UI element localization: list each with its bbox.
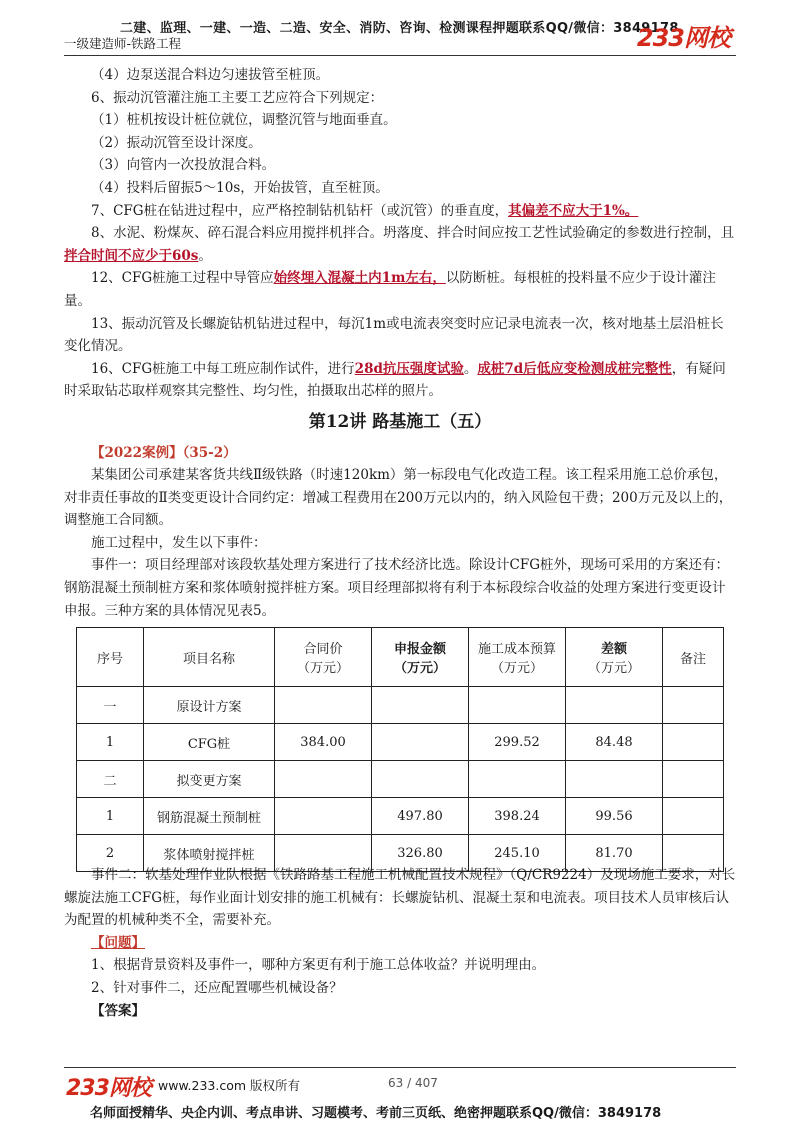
question-tag: 【问题】: [91, 934, 145, 951]
cost-table: [76, 627, 724, 872]
paragraph: （4）边泵送混合料边匀速拔管至桩顶。: [91, 67, 330, 83]
table-cell: 浆体喷射搅拌桩: [144, 835, 275, 872]
table-cell: [275, 761, 372, 798]
table-row: [77, 724, 724, 761]
paragraph: （1）桩机按设计桩位就位，调整沉管与地面垂直。: [91, 112, 397, 129]
table-cell: [663, 798, 724, 835]
table-cell: 一: [77, 687, 144, 724]
case-tag: 【2022案例】（35-2）: [91, 444, 237, 461]
paragraph: 施工过程中，发生以下事件：: [91, 534, 267, 551]
table-cell: 钢筋混凝土预制桩: [144, 798, 275, 835]
table-cell: 拟变更方案: [144, 761, 275, 798]
paragraph: 1、根据背景资料及事件一，哪种方案更有利于施工总体收益？并说明理由。: [91, 957, 546, 974]
col-header: 申报金额 （万元）: [372, 628, 469, 687]
table-cell: 326.80: [372, 835, 469, 872]
paragraph: （2）振动沉管至设计深度。: [91, 134, 262, 151]
table-cell: [372, 761, 469, 798]
table-cell: 384.00: [275, 724, 372, 761]
table-cell: [566, 687, 663, 724]
table-cell: [372, 724, 469, 761]
page-number: 63 / 407: [388, 1076, 438, 1090]
table-cell: [275, 798, 372, 835]
paragraph: 12、CFG桩施工过程中导管应始终埋入混凝土内1m左右，以防断桩。每根桩的投料量不应少于设计灌注量。: [64, 270, 716, 309]
col-header: 项目名称: [144, 628, 275, 687]
paragraph: 事件一：项目经理部对该段软基处理方案进行了技术经济比选。除设计CFG桩外，现场可采用的方案还有：钢筋混凝土预制桩方案和浆体喷射搅拌桩方案。项目经理部拟将有利于本标段综合收益的处理方案进行变更设计申报。三种方案的具体情况见表5。: [64, 557, 729, 619]
col-header: 施工成本预算 （万元）: [469, 628, 566, 687]
table-cell: CFG桩: [144, 724, 275, 761]
footer-divider: [64, 1067, 736, 1068]
table-cell: [469, 761, 566, 798]
header-ad: 二建、监理、一建、一造、二造、安全、消防、咨询、检测课程押题联系QQ/微信：3849178: [120, 21, 679, 36]
paragraph: 13、振动沉管及长螺旋钻机钻进过程中，每沉1m或电流表突变时应记录电流表一次，核对地基土层沿桩长变化情况。: [64, 315, 724, 355]
footer-logo[interactable]: 233网校: [66, 1076, 151, 1101]
table-cell: [663, 724, 724, 761]
header-subtitle: 一级建造师-铁路工程: [64, 36, 182, 51]
col-header: 备注: [663, 628, 724, 687]
paragraph: （3）向管内一次投放混合料。: [91, 157, 276, 174]
header-divider: [64, 55, 736, 56]
paragraph: 事件二：软基处理作业队根据《铁路路基工程施工机械配置技术规程》（Q/CR9224）及现场施工要求，对长螺旋法施工CFG桩，每作业面计划安排的施工机械有：长螺旋钻机、混凝土泵和电流表。项目技术人员审核后认为配置的机械种类不全，需要补充。: [64, 867, 736, 929]
table-row: [77, 687, 724, 724]
paragraph: （4）投料后留振5～10s，开始拔管，直至桩顶。: [91, 179, 389, 196]
table-cell: 2: [77, 835, 144, 872]
footer-ad: 名师面授精华、央企内训、考点串讲、习题模考、考前三页纸、绝密押题联系QQ/微信：3849178: [90, 1106, 662, 1121]
table-row: [77, 798, 724, 835]
highlight: 始终埋入混凝土内1m左右，: [273, 270, 446, 287]
table-cell: 81.70: [566, 835, 663, 872]
table-cell: [663, 687, 724, 724]
footer-site[interactable]: www.233.com 版权所有: [158, 1078, 300, 1093]
document-body-lower: [64, 864, 736, 1022]
table-cell: 原设计方案: [144, 687, 275, 724]
paragraph: 7、CFG桩在钻进过程中，应严格控制钻机钻杆（或沉管）的垂直度，其偏差不应大于1%。: [91, 202, 639, 219]
table-row: [77, 761, 724, 798]
table-header-row: [77, 628, 724, 687]
table-cell: [275, 687, 372, 724]
highlight: 其偏差不应大于1%。: [508, 202, 639, 219]
paragraph: 某集团公司承建某客货共线Ⅱ级铁路（时速120km）第一标段电气化改造工程。该工程采用施工总价承包，对非责任事故的Ⅱ类变更设计合同约定：增减工程费用在200万元以内的，纳入风险包干费；200万元及以上的，调整施工合同额。: [64, 467, 733, 529]
highlight: 拌合时间不应少于60s: [64, 247, 199, 264]
paragraph: 16、CFG桩施工中每工班应制作试件，进行28d抗压强度试验。成桩7d后低应变检测成桩完整性，有疑问时采取钻芯取样观察其完整性、均匀性，拍摄取出芯样的照片。: [64, 360, 726, 400]
brand-logo[interactable]: 233网校: [636, 24, 730, 52]
answer-tag: 【答案】: [91, 1002, 145, 1019]
paragraph: 6、振动沉管灌注施工主要工艺应符合下列规定：: [91, 89, 384, 106]
table-cell: [372, 687, 469, 724]
table-cell: 1: [77, 798, 144, 835]
lecture-title: 第12讲 路基施工（五）: [308, 411, 492, 432]
table-cell: [566, 761, 663, 798]
table-cell: 497.80: [372, 798, 469, 835]
table-cell: [469, 687, 566, 724]
table-cell: 299.52: [469, 724, 566, 761]
table-cell: 二: [77, 761, 144, 798]
table-cell: 1: [77, 724, 144, 761]
paragraph: 8、水泥、粉煤灰、碎石混合料应用搅拌机拌合。坍落度、拌合时间应按工艺性试验确定的参数进行控制，且拌合时间不应少于60s。: [64, 225, 735, 264]
document-body: [64, 64, 736, 622]
col-header: 合同价 （万元）: [275, 628, 372, 687]
table-cell: [663, 761, 724, 798]
table-cell: 99.56: [566, 798, 663, 835]
paragraph: 2、针对事件二，还应配置哪些机械设备？: [91, 979, 343, 996]
col-header: 差额 （万元）: [566, 628, 663, 687]
table-cell: 84.48: [566, 724, 663, 761]
table-cell: 398.24: [469, 798, 566, 835]
table-cell: 245.10: [469, 835, 566, 872]
col-header: 序号: [77, 628, 144, 687]
highlight: 成桩7d后低应变检测成桩完整性: [477, 360, 672, 377]
highlight: 28d抗压强度试验: [354, 360, 464, 377]
